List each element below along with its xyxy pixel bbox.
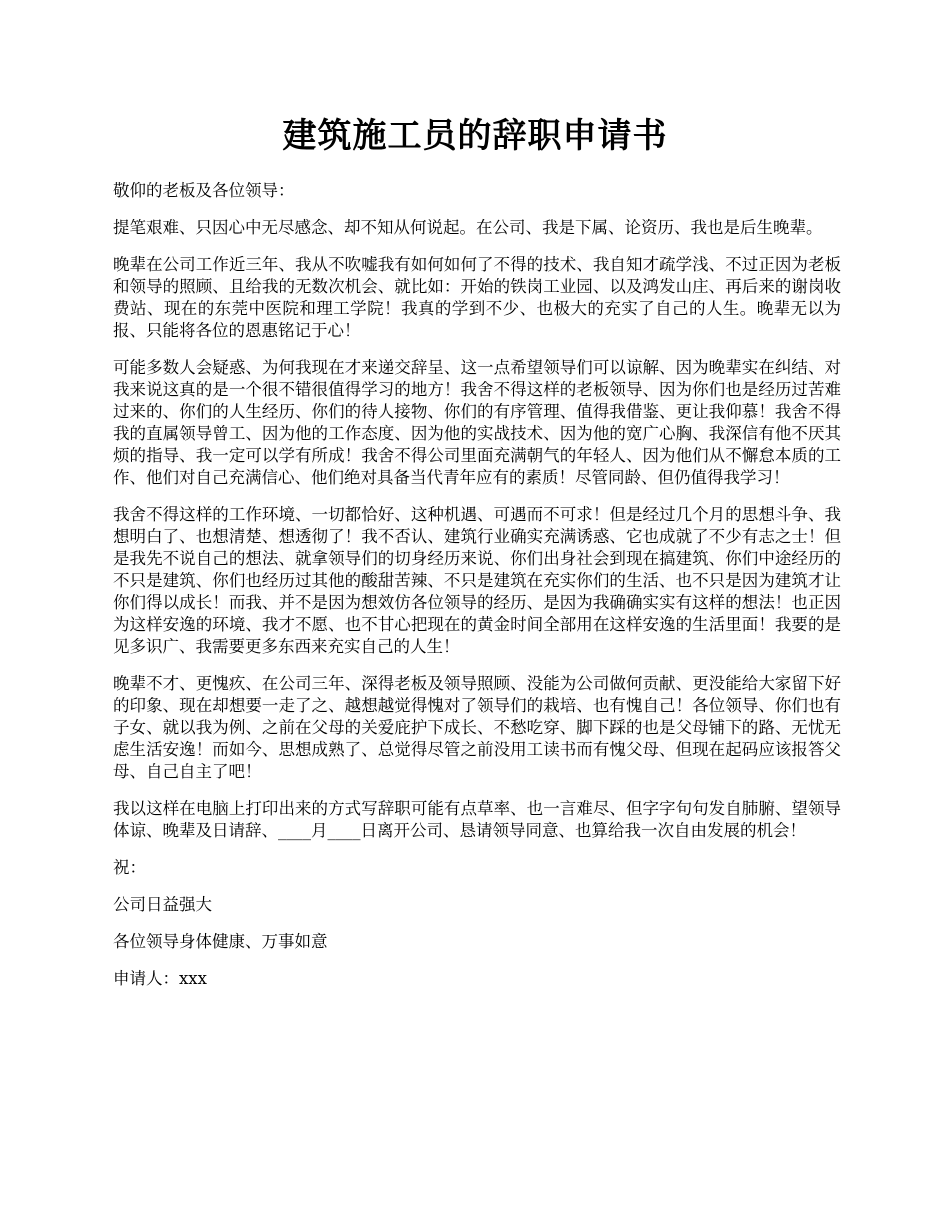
closing: 祝： (113, 858, 146, 877)
salutation: 敬仰的老板及各位领导： (113, 181, 295, 200)
wish-line-2: 各位领导身体健康、万事如意 (113, 932, 328, 951)
body-paragraph-5: 晚辈不才、更愧疚、在公司三年、深得老板及领导照顾、没能为公司做何贡献、更没能给大家留下好的印象、现在却想要一走了之、越想越觉得愧对了领导们的栽培、也有愧自己！各位领导、你们也有子女、就以我为例、之前在父母的关爱庇护下成长、不愁吃穿、脚下踩的也是父母铺下的路、无忧无虑生活安逸！而如今、思想成熟了、总觉得尽管之前没用工读书而有愧父母、但现在起码应该报答父母、自己自主了吧！ (113, 674, 841, 781)
wish-line-1: 公司日益强大 (113, 895, 212, 914)
body-paragraph-3: 可能多数人会疑惑、为何我现在才来递交辞呈、这一点希望领导们可以谅解、因为晚辈实在纠结、对我来说这真的是一个很不错很值得学习的地方！我舍不得这样的老板领导、因为你们也是经历过苦难过来的、你们的人生经历、你们的待人接物、你们的有序管理、值得我借鉴、更让我仰慕！我舍不得我的直属领导曾工、因为他的工作态度、因为他的实战技术、因为他的宽广心胸、我深信有他不厌其烦的指导、我一定可以学有所成！我舍不得公司里面充满朝气的年轻人、因为他们从不懈怠本质的工作、他们对自己充满信心、他们绝对具备当代青年应有的素质！尽管同龄、但仍值得我学习！ (113, 358, 841, 487)
body-paragraph-2: 晚辈在公司工作近三年、我从不吹嘘我有如何如何了不得的技术、我自知才疏学浅、不过正因为老板和领导的照顾、且给我的无数次机会、就比如：开始的铁岗工业园、以及鸿发山庄、再后来的谢岗收费站、现在的东莞中医院和理工学院！我真的学到不少、也极大的充实了自己的人生。晚辈无以为报、只能将各位的恩惠铭记于心！ (113, 255, 841, 340)
body-paragraph-1: 提笔艰难、只因心中无尽感念、却不知从何说起。在公司、我是下属、论资历、我也是后生晚辈。 (113, 218, 823, 237)
body-paragraph-4: 我舍不得这样的工作环境、一切都恰好、这种机遇、可遇而不可求！但是经过几个月的思想斗争、我想明白了、也想清楚、想透彻了！我不否认、建筑行业确实充满诱惑、它也成就了不少有志之士！但是我先不说自己的想法、就拿领导们的切身经历来说、你们出身社会到现在搞建筑、你们中途经历的不只是建筑、你们也经历过其他的酸甜苦辣、不只是建筑在充实你们的生活、也不只是因为建筑才让你们得以成长！而我、并不是因为想效仿各位领导的经历、是因为我确确实实有这样的想法！也正因为这样安逸的环境、我才不愿、也不甘心把现在的黄金时间全部用在这样安逸的生活里面！我要的是见多识广、我需要更多东西来充实自己的人生！ (113, 505, 841, 656)
document-title: 建筑施工员的辞职申请书 (282, 116, 668, 156)
document-body (113, 180, 841, 1005)
signature: 申请人：xxx (113, 969, 207, 988)
body-paragraph-6: 我以这样在电脑上打印出来的方式写辞职可能有点草率、也一言难尽、但字字句句发自肺腑、望领导体谅、晚辈及日请辞、____月____日离开公司、恳请领导同意、也算给我一次自由发展的机会！ (113, 799, 841, 840)
